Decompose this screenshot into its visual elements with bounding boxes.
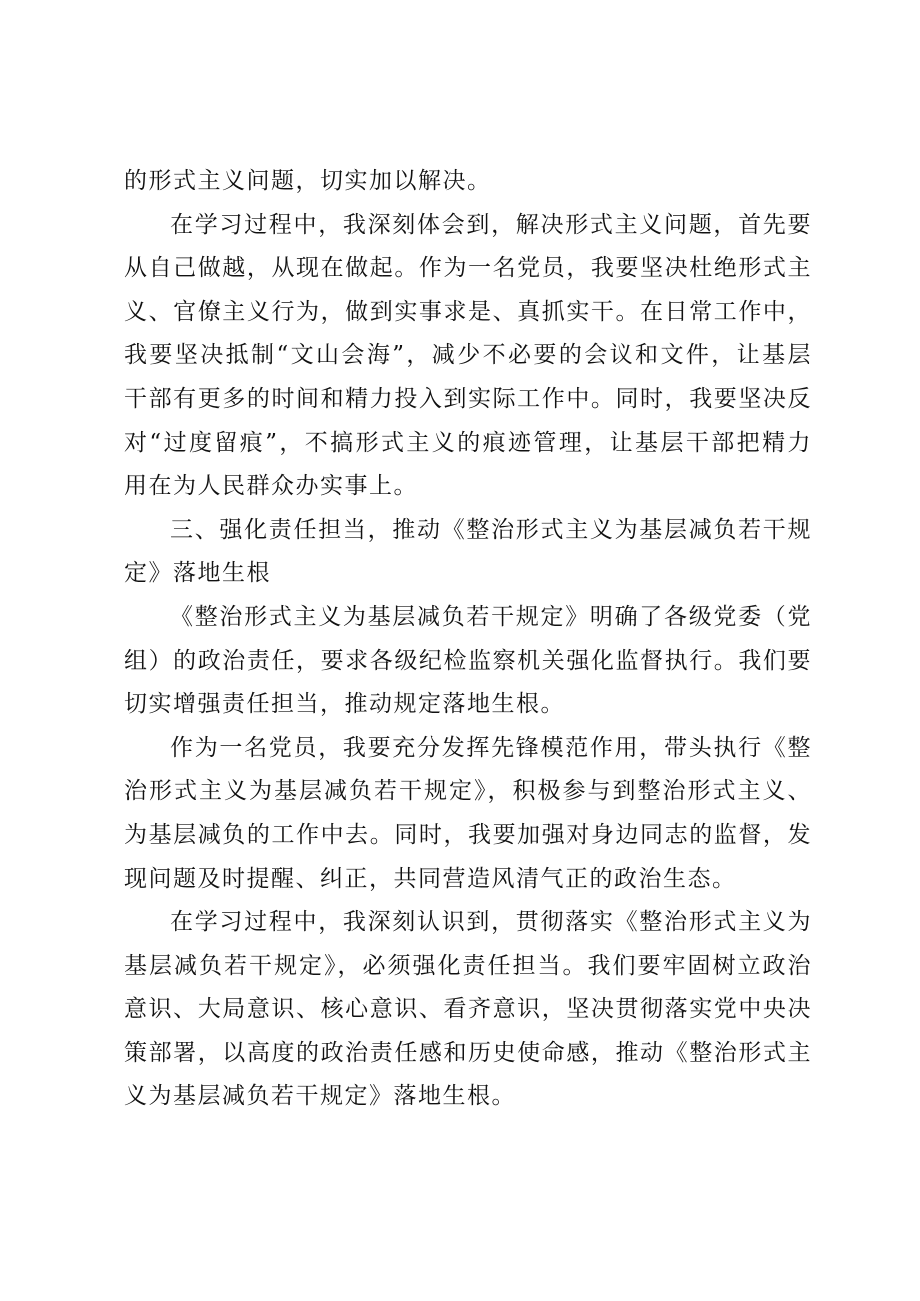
paragraph-reflection: 在学习过程中，我深刻体会到，解决形式主义问题，首先要从自己做越，从现在做起。作为一名党员，我要坚决杜绝形式主义、官僚主义行为，做到实事求是、真抓实干。在日常工作中，我要坚决抵制“文山会海”，减少不必要的会议和文件，让基层干部有更多的时间和精力投入到实际工作中。同时，我要坚决反对“过度留痕”，不搞形式主义的痕迹管理，让基层干部把精力用在为人民群众办实事上。 bbox=[124, 211, 812, 500]
paragraph-regulation-intro: 《整治形式主义为基层减负若干规定》明确了各级党委（党组）的政治责任，要求各级纪检监察机关强化监督执行。我们要切实增强责任担当，推动规定落地生根。 bbox=[124, 603, 812, 718]
paragraph-continuation: 的形式主义问题，切实加以解决。 bbox=[124, 168, 492, 194]
section-heading-three: 三、强化责任担当，推动《整治形式主义为基层减负若干规定》落地生根 bbox=[124, 516, 812, 587]
paragraph-conclusion: 在学习过程中，我深刻认识到，贯彻落实《整治形式主义为基层减负若干规定》，必须强化责任担当。我们要牢固树立政治意识、大局意识、核心意识、看齐意识，坚决贯彻落实党中央决策部署，以高度的政治责任感和历史使命感，推动《整治形式主义为基层减负若干规定》落地生根。 bbox=[124, 909, 812, 1110]
paragraph-party-member-role: 作为一名党员，我要充分发挥先锋模范作用，带头执行《整治形式主义为基层减负若干规定》，积极参与到整治形式主义、为基层减负的工作中去。同时，我要加强对身边同志的监督，发现问题及时提醒、纠正，共同营造风清气正的政治生态。 bbox=[124, 734, 812, 892]
document-body bbox=[124, 160, 812, 1119]
